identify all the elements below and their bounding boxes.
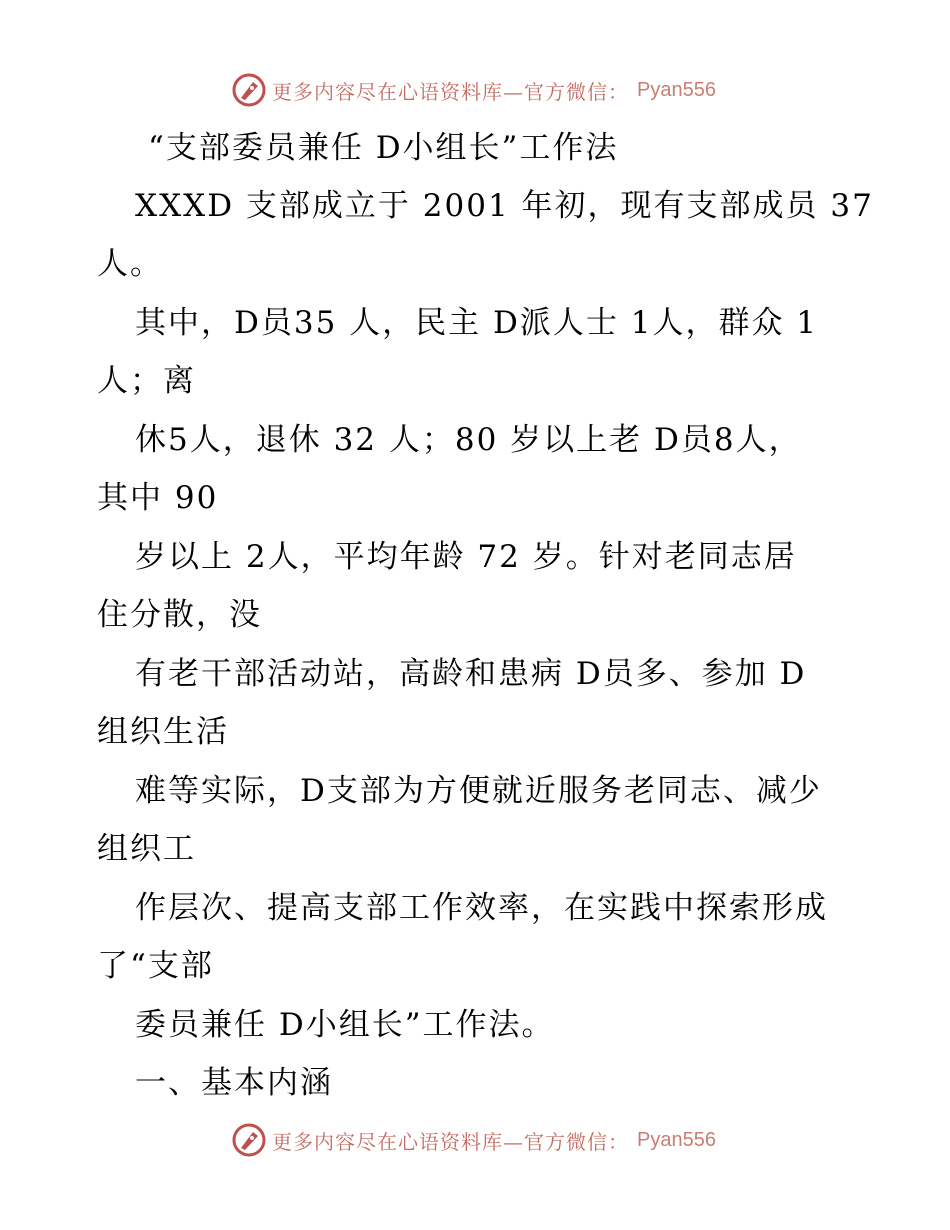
paragraph-line: 难等实际，D支部为方便就近服务老同志、减少: [135, 773, 822, 809]
pen-nib-seal-icon: [232, 73, 266, 107]
footer-banner-text: 更多内容尽在心语资料库—官方微信：: [272, 1129, 629, 1154]
paragraph-line: 岁以上 2人，平均年龄 72 岁。针对老同志居: [135, 539, 797, 575]
paragraph-line: 组织生活: [97, 714, 229, 750]
paragraph-line: 组织工: [97, 831, 196, 867]
paragraph-line: XXXD 支部成立于 2001 年初，现有支部成员 37: [135, 188, 874, 224]
paragraph-line: 住分散，没: [97, 597, 262, 633]
document-title: “支部委员兼任 D小组长”工作法: [148, 130, 619, 166]
header-banner-id: Pyan556: [637, 78, 716, 101]
footer-banner: [232, 1122, 716, 1158]
paragraph-line: 人。: [97, 246, 163, 282]
paragraph-line: 人；离: [97, 363, 196, 399]
header-banner: [232, 72, 716, 108]
paragraph-line: 委员兼任 D小组长”工作法。: [135, 1007, 555, 1043]
header-banner-text: 更多内容尽在心语资料库—官方微信：: [272, 79, 629, 104]
pen-nib-seal-icon: [232, 1123, 266, 1157]
paragraph-line: 其中 90: [97, 480, 219, 516]
section-heading: 一、基本内涵: [135, 1065, 333, 1101]
paragraph-line: 了“支部: [97, 948, 214, 984]
paragraph-line: 作层次、提高支部工作效率，在实践中探索形成: [135, 890, 828, 926]
paragraph-line: 有老干部活动站，高龄和患病 D员多、参加 D: [135, 656, 807, 692]
paragraph-line: 休5人，退休 32 人；80 岁以上老 D员8人，: [135, 422, 802, 458]
paragraph-line: 其中，D员35 人，民主 D派人士 1人，群众 1: [135, 305, 819, 341]
footer-banner-id: Pyan556: [637, 1128, 716, 1151]
